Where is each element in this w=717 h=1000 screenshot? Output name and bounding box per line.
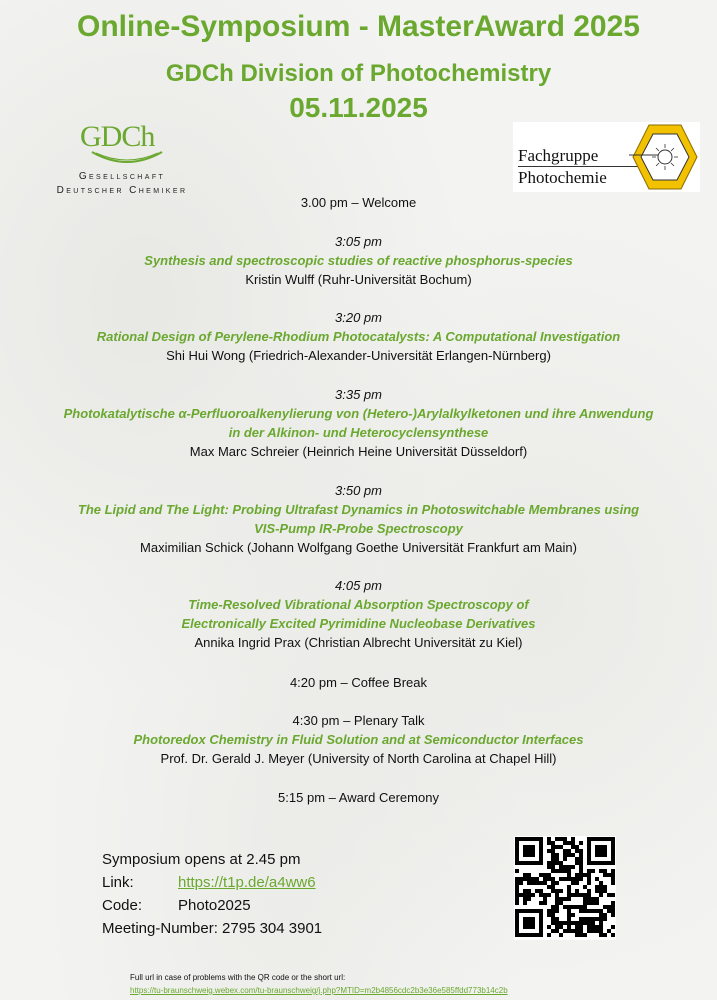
talk-speaker: Maximilian Schick (Johann Wolfgang Goethe Universität Frankfurt am Main) [140,540,577,555]
qr-code-icon[interactable] [514,836,616,940]
fach-logo-line2: Photochemie [518,168,607,187]
talk-speaker: Annika Ingrid Prax (Christian Albrecht Universität zu Kiel) [194,635,523,650]
talk-speaker: Kristin Wulff (Ruhr-Universität Bochum) [245,272,472,287]
talk-title: Photokatalytische α-Perfluoroalkenylierung von (Hetero-)Arylalkylketonen und ihre Anwendung [63,406,654,421]
talk-speaker: Max Marc Schreier (Heinrich Heine Universität Düsseldorf) [189,444,528,459]
gdch-logo-line2: Deutscher Chemiker [56,185,188,196]
short-link[interactable]: https://t1p.de/a4ww6 [178,874,316,891]
footer [130,971,508,997]
plenary-title: Photoredox Chemistry in Fluid Solution and at Semiconductor Interfaces [133,732,584,747]
gdch-logo-letters: GDCh [80,120,155,153]
talk-title: The Lipid and The Light: Probing Ultrafast Dynamics in Photoswitchable Membranes using [77,502,640,517]
footer-note: Full url in case of problems with the QR code or the short url: [130,973,346,982]
talk-5 [0,576,717,652]
gdch-logo-line1: Gesellschaft [78,171,166,182]
fach-logo-line1: Fachgruppe [518,146,599,165]
talk-time: 4:05 pm [335,578,382,593]
code-value: Photo2025 [178,897,251,914]
photochemistry-hexagon-icon [629,122,699,192]
talk-title: Synthesis and spectroscopic studies of reactive phosphorus-species [144,253,573,268]
talk-title-cont: Electronically Excited Pyrimidine Nucleobase Derivatives [181,616,536,631]
gdch-arc-icon [90,150,164,168]
link-label: Link: [102,874,134,891]
welcome-item: 3.00 pm – Welcome [300,195,417,210]
award-ceremony: 5:15 pm – Award Ceremony [278,790,439,805]
plenary-talk [0,711,717,768]
fachgruppe-logo [513,122,700,192]
fach-logo-rule [518,166,638,167]
talk-title: Time-Resolved Vibrational Absorption Spectroscopy of [188,597,529,612]
coffee-break: 4:20 pm – Coffee Break [289,675,428,690]
plenary-time: 4:30 pm – Plenary Talk [292,713,425,728]
access-info [102,848,322,940]
talk-speaker: Shi Hui Wong (Friedrich-Alexander-Universität Erlangen-Nürnberg) [166,348,551,363]
code-label: Code: [102,897,143,914]
talk-title-cont: in der Alkinon- und Heterocyclensynthese [228,425,489,440]
event-date: 05.11.2025 [289,92,428,123]
gdch-logo [42,120,202,198]
talk-4 [0,481,717,557]
talk-2 [0,308,717,365]
page-title: Online-Symposium - MasterAward 2025 [77,10,640,43]
talk-title-cont: VIS-Pump IR-Probe Spectroscopy [254,521,463,536]
plenary-speaker: Prof. Dr. Gerald J. Meyer (University of North Carolina at Chapel Hill) [160,751,557,766]
opens-text: Symposium opens at 2.45 pm [102,851,301,868]
talk-time: 3:05 pm [335,234,382,249]
full-url-link[interactable]: https://tu-braunschweig.webex.com/tu-braunschweig/j.php?MTID=m2b4856cdc2b3e36e585ffdd773b14c2b [130,986,508,995]
talk-time: 3:20 pm [335,310,382,325]
talk-3 [0,385,717,461]
talk-time: 3:35 pm [335,387,382,402]
page-subtitle: GDCh Division of Photochemistry [165,60,552,87]
talk-time: 3:50 pm [335,483,382,498]
talk-1 [0,232,717,289]
meeting-number: Meeting-Number: 2795 304 3901 [102,920,323,937]
talk-title: Rational Design of Perylene-Rhodium Photocatalysts: A Computational Investigation [96,329,621,344]
